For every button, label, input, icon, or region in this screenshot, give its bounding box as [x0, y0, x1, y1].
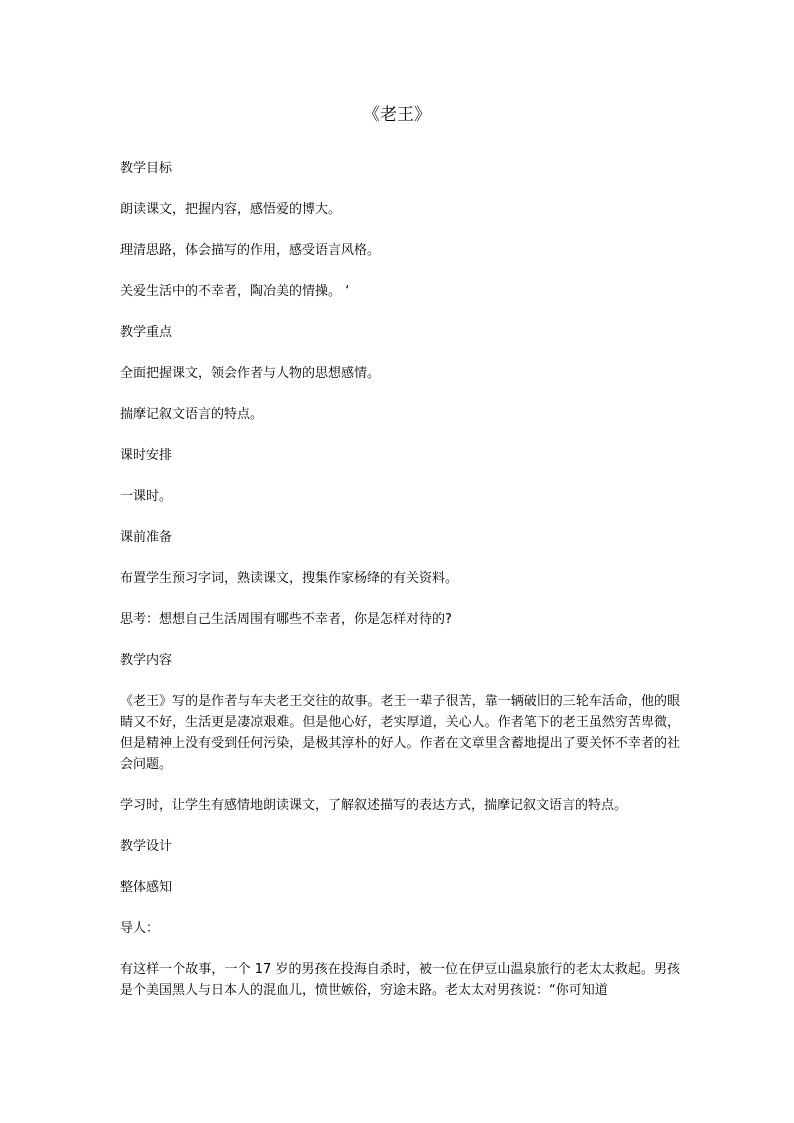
heading-preparation: 课前准备 [120, 530, 173, 545]
content-paragraph: 学习时，让学生有感情地朗读课文，了解叙述描写的表达方式，揣摩记叙文语言的特点。 [120, 798, 628, 813]
heading-overall: 整体感知 [120, 880, 173, 895]
document-title: 《老王》 [363, 105, 431, 125]
intro-paragraph: 有这样一个故事，一个 17 岁的男孩在投海自杀时，被一位在伊豆山温泉旅行的老太太救起。男孩是个美国黑人与日本人的混血儿，愤世嫉俗，穷途末路。老太太对男孩说：“你可知道 [120, 962, 680, 998]
schedule-item: 一课时。 [120, 489, 173, 504]
goal-item: 理清思路，体会描写的作用，感受语言风格。 [120, 243, 381, 258]
goal-item: 关爱生活中的不幸者，陶冶美的情操。 ‘ [120, 284, 350, 299]
heading-content: 教学内容 [120, 653, 173, 668]
focus-item: 揣摩记叙文语言的特点。 [120, 407, 264, 422]
preparation-item: 布置学生预习字词，熟读课文，搜集作家杨绛的有关资料。 [120, 571, 459, 586]
heading-design: 教学设计 [120, 839, 173, 854]
document-body [120, 158, 680, 1021]
focus-item: 全面把握课文，领会作者与人物的思想感情。 [120, 366, 381, 381]
heading-teaching-goals: 教学目标 [120, 161, 173, 176]
content-paragraph: 《老王》写的是作者与车夫老王交往的故事。老王一辈子很苦，靠一辆破旧的三轮车活命，他的眼睛又不好，生活更是凄凉艰难。但是他心好，老实厚道，关心人。作者笔下的老王虽然穷苦卑微，但是精神上没有受到任何污染，是极其淳朴的好人。作者在文章里含蓄地提出了要关怀不幸者的社会问题。 [120, 694, 680, 772]
heading-teaching-focus: 教学重点 [120, 325, 173, 340]
heading-schedule: 课时安排 [120, 448, 173, 463]
preparation-item: 思考：想想自己生活周围有哪些不幸者，你是怎样对待的? [120, 612, 452, 627]
goal-item: 朗读课文，把握内容，感悟爱的博大。 [120, 202, 342, 217]
heading-intro: 导人： [120, 921, 160, 936]
